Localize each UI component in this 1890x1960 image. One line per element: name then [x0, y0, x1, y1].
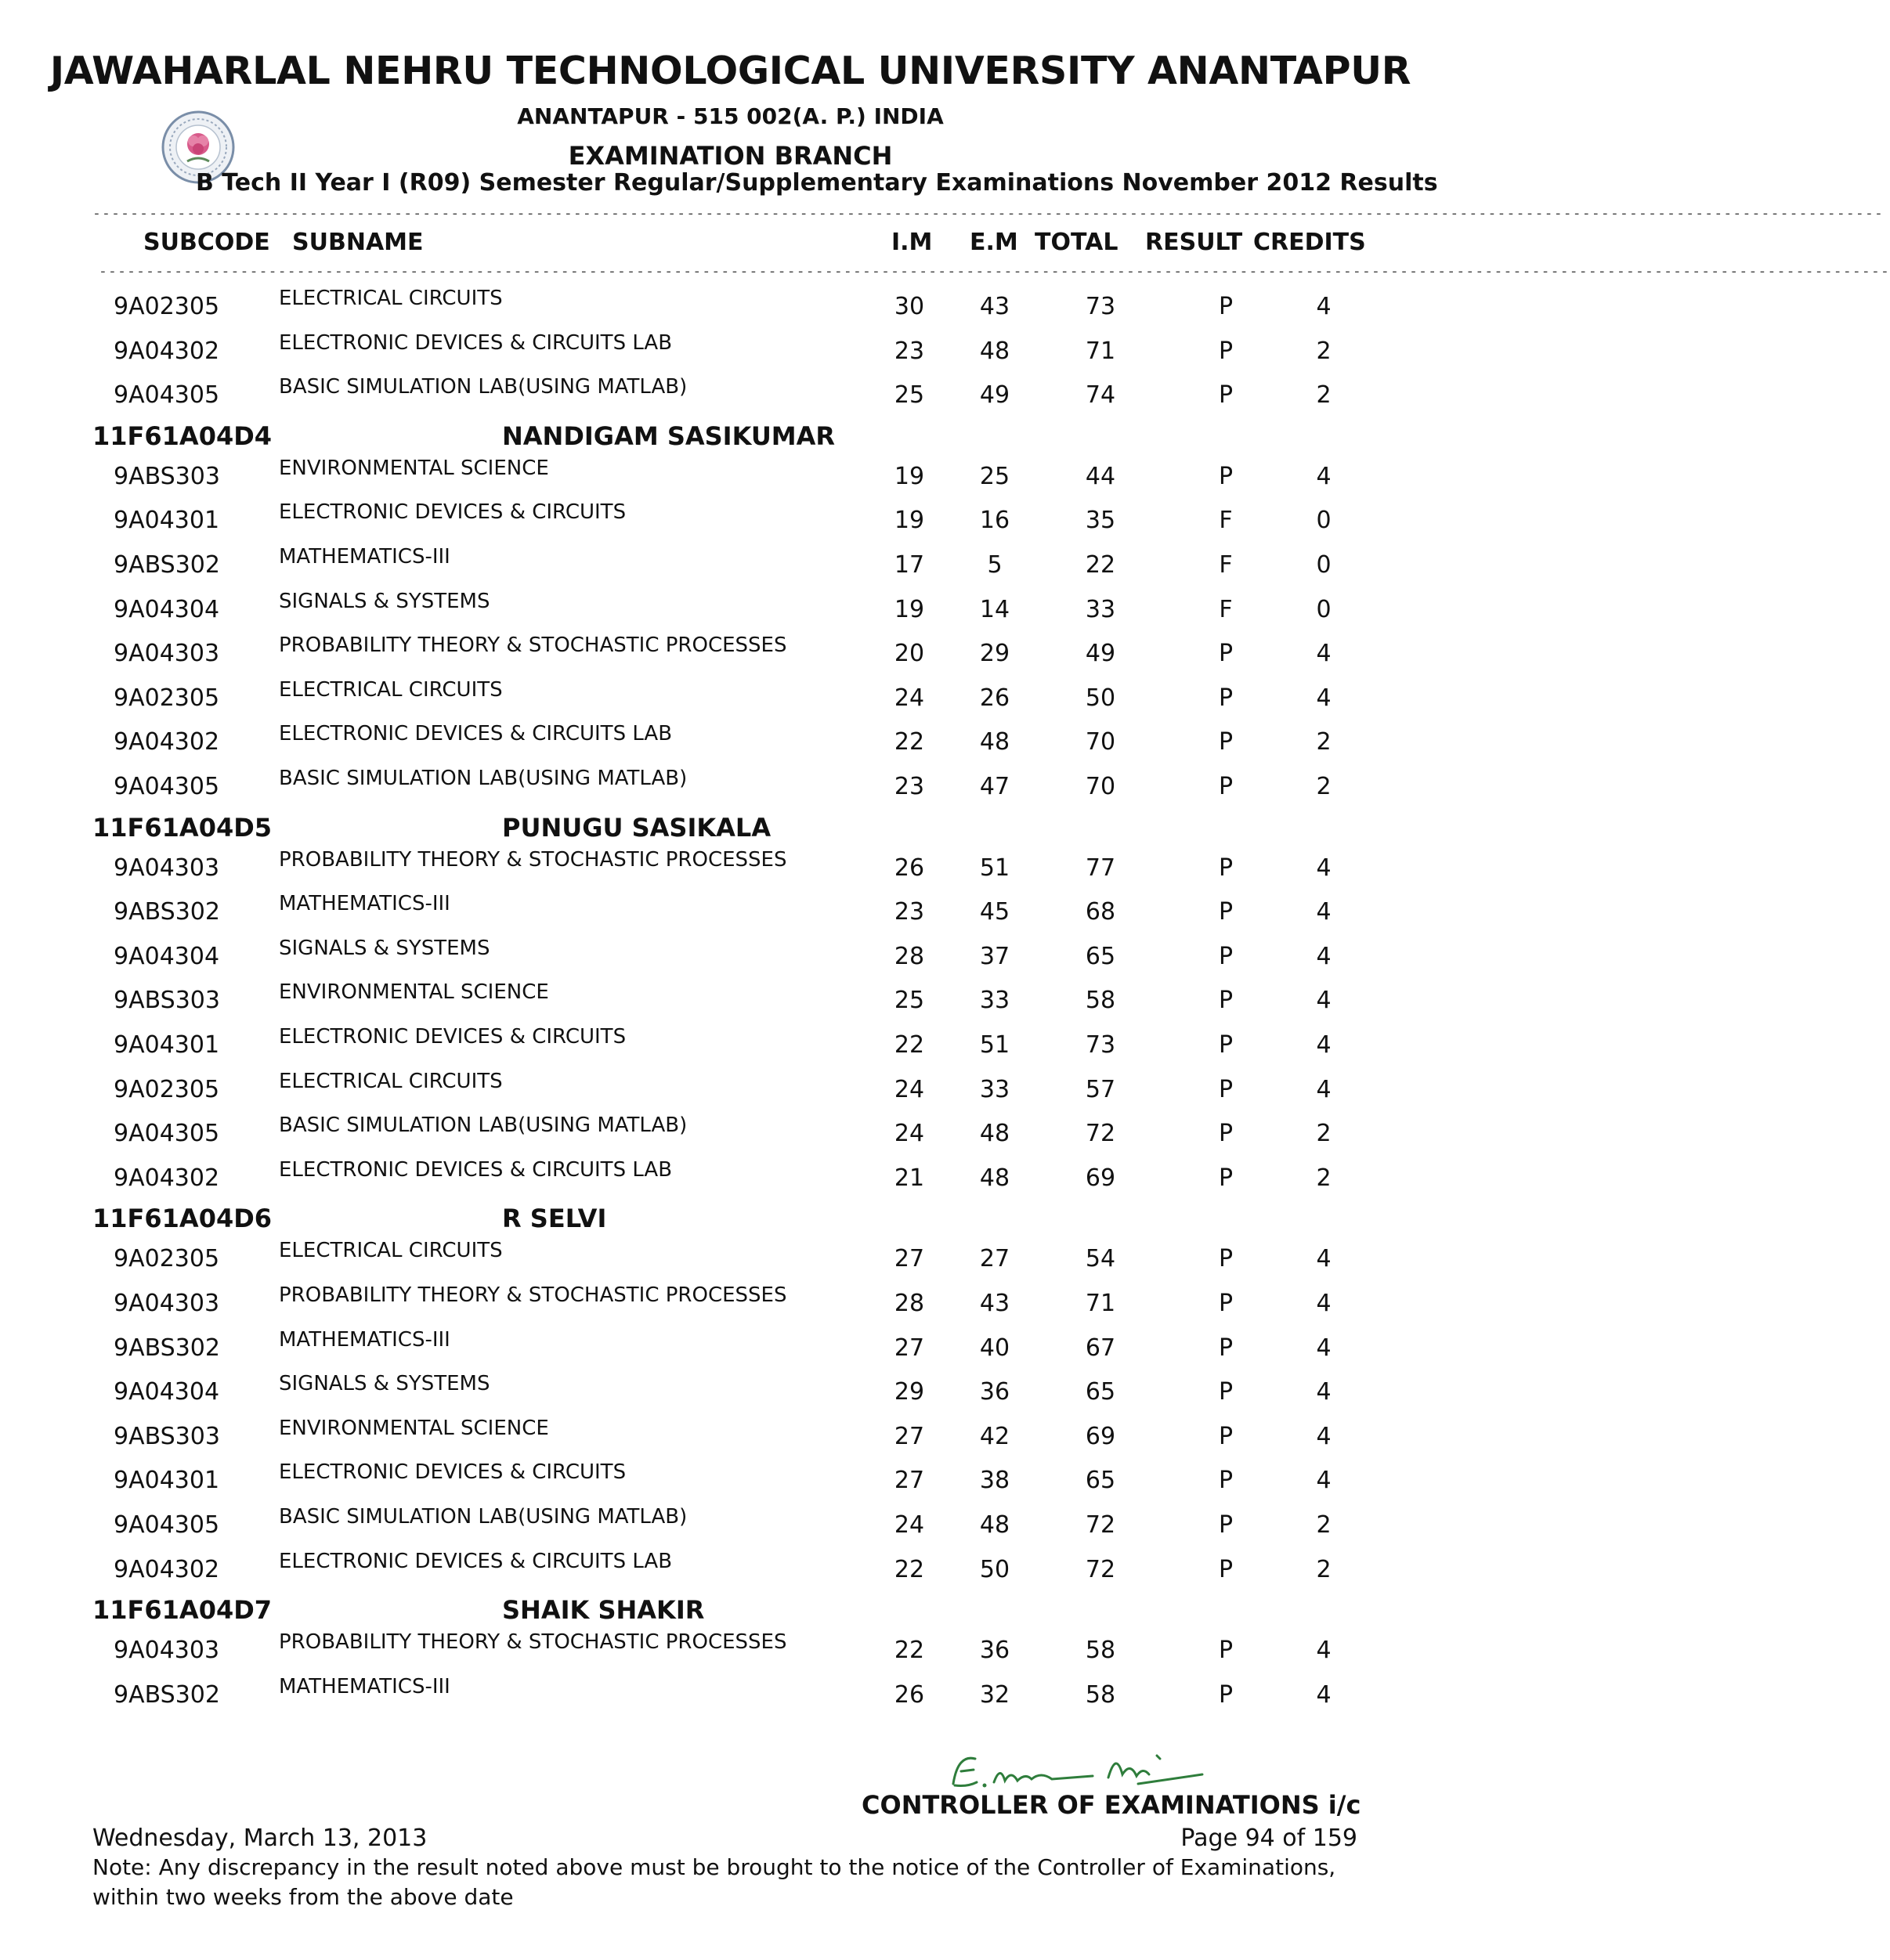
subject-code: 9A04302 [114, 1164, 220, 1192]
internal-marks: 22 [894, 1555, 925, 1583]
result: P [1218, 1290, 1234, 1317]
internal-marks: 28 [894, 942, 925, 970]
table-row [0, 1364, 1604, 1408]
student-name: PUNUGU SASIKALA [502, 812, 772, 843]
subject-name: ELECTRONIC DEVICES & CIRCUITS [279, 1460, 627, 1485]
col-header-im: I.M [891, 229, 933, 256]
total-marks: 72 [1085, 1511, 1116, 1539]
subject-name: ELECTRONIC DEVICES & CIRCUITS [279, 500, 627, 525]
credits: 2 [1316, 1120, 1332, 1148]
col-header-subcode: SUBCODE [143, 229, 270, 256]
credits: 2 [1316, 728, 1332, 756]
internal-marks: 27 [894, 1334, 925, 1362]
subject-name: ENVIRONMENTAL SCIENCE [279, 1416, 549, 1440]
subject-name: SIGNALS & SYSTEMS [279, 936, 490, 960]
table-row [0, 1453, 1604, 1496]
table-row [0, 1409, 1604, 1453]
subject-name: ENVIRONMENTAL SCIENCE [279, 980, 549, 1005]
total-marks: 35 [1085, 507, 1116, 535]
total-marks: 73 [1085, 293, 1116, 320]
result: F [1219, 551, 1233, 579]
student-id: 11F61A04D4 [92, 421, 273, 451]
credits: 4 [1316, 1334, 1332, 1362]
external-marks: 51 [979, 1031, 1010, 1059]
result: P [1218, 1334, 1234, 1362]
total-marks: 33 [1085, 595, 1116, 623]
table-row [0, 1106, 1604, 1150]
subject-code: 9ABS302 [114, 898, 220, 926]
credits: 0 [1316, 551, 1332, 579]
result: P [1218, 640, 1234, 668]
total-marks: 69 [1085, 1422, 1116, 1450]
external-marks: 5 [987, 551, 1003, 579]
subject-code: 9A04304 [114, 595, 220, 623]
subject-code: 9A04305 [114, 773, 220, 800]
internal-marks: 29 [894, 1378, 925, 1406]
external-marks: 43 [979, 293, 1010, 320]
result: P [1218, 1555, 1234, 1583]
credits: 2 [1316, 773, 1332, 800]
internal-marks: 23 [894, 773, 925, 800]
result: P [1218, 1245, 1234, 1273]
internal-marks: 26 [894, 1680, 925, 1709]
subject-code: 9A04305 [114, 1120, 220, 1148]
table-row [0, 1667, 1604, 1711]
examination-branch: EXAMINATION BRANCH [568, 141, 893, 171]
subject-name: SIGNALS & SYSTEMS [279, 589, 490, 613]
external-marks: 50 [979, 1555, 1010, 1583]
total-marks: 77 [1085, 854, 1116, 882]
internal-marks: 24 [894, 1075, 925, 1103]
subject-name: ELECTRONIC DEVICES & CIRCUITS LAB [279, 722, 673, 746]
subject-name: SIGNALS & SYSTEMS [279, 1372, 490, 1396]
total-marks: 58 [1085, 1637, 1116, 1665]
internal-marks: 17 [894, 551, 925, 579]
credits: 4 [1316, 293, 1332, 320]
external-marks: 48 [979, 337, 1010, 365]
credits: 4 [1316, 1680, 1332, 1709]
credits: 2 [1316, 1164, 1332, 1192]
total-marks: 70 [1085, 773, 1116, 800]
table-row [0, 714, 1604, 758]
external-marks: 32 [979, 1680, 1010, 1709]
subject-code: 9A02305 [114, 293, 220, 320]
result: P [1218, 1422, 1234, 1450]
subject-code: 9A04305 [114, 381, 220, 410]
total-marks: 72 [1085, 1555, 1116, 1583]
external-marks: 36 [979, 1637, 1010, 1665]
credits: 4 [1316, 854, 1332, 882]
table-row [0, 537, 1604, 581]
subject-code: 9ABS302 [114, 1334, 220, 1362]
internal-marks: 24 [894, 684, 925, 712]
result: P [1218, 1031, 1234, 1059]
credits: 4 [1316, 898, 1332, 926]
table-row [0, 279, 1604, 323]
credits: 4 [1316, 1422, 1332, 1450]
internal-marks: 23 [894, 337, 925, 365]
table-row [0, 1231, 1604, 1275]
table-row [0, 493, 1604, 536]
university-address: ANANTAPUR - 515 002(A. P.) INDIA [517, 103, 944, 129]
credits: 4 [1316, 684, 1332, 712]
table-row [0, 1542, 1604, 1586]
total-marks: 58 [1085, 1680, 1116, 1709]
credits: 0 [1316, 507, 1332, 535]
subject-code: 9A02305 [114, 684, 220, 712]
student-id: 11F61A04D7 [92, 1595, 273, 1626]
external-marks: 48 [979, 1120, 1010, 1148]
subject-code: 9A04302 [114, 728, 220, 756]
external-marks: 48 [979, 1164, 1010, 1192]
external-marks: 29 [979, 640, 1010, 668]
subject-code: 9A02305 [114, 1075, 220, 1103]
result: P [1218, 1378, 1234, 1406]
result: P [1218, 462, 1234, 490]
student-id: 11F61A04D5 [92, 812, 273, 843]
internal-marks: 25 [894, 381, 925, 410]
issue-date: Wednesday, March 13, 2013 [92, 1825, 428, 1852]
external-marks: 43 [979, 1290, 1010, 1317]
total-marks: 54 [1085, 1245, 1116, 1273]
credits: 4 [1316, 1075, 1332, 1103]
result: P [1218, 381, 1234, 410]
subject-name: MATHEMATICS-III [279, 1327, 450, 1352]
internal-marks: 25 [894, 987, 925, 1015]
credits: 4 [1316, 1290, 1332, 1317]
subject-code: 9ABS303 [114, 462, 220, 490]
external-marks: 42 [979, 1422, 1010, 1450]
internal-marks: 22 [894, 1637, 925, 1665]
result: P [1218, 1120, 1234, 1148]
subject-code: 9A04303 [114, 1637, 220, 1665]
col-header-total: TOTAL [1035, 229, 1118, 256]
external-marks: 40 [979, 1334, 1010, 1362]
page-number: Page 94 of 159 [1180, 1825, 1357, 1852]
subject-name: ELECTRICAL CIRCUITS [279, 677, 503, 702]
subject-name: ELECTRICAL CIRCUITS [279, 1069, 503, 1093]
internal-marks: 27 [894, 1422, 925, 1450]
col-header-subname: SUBNAME [292, 229, 424, 256]
internal-marks: 19 [894, 595, 925, 623]
subject-code: 9A04303 [114, 1290, 220, 1317]
table-row [0, 1276, 1604, 1319]
subject-code: 9ABS303 [114, 1422, 220, 1450]
subject-code: 9A04304 [114, 942, 220, 970]
total-marks: 44 [1085, 462, 1116, 490]
internal-marks: 20 [894, 640, 925, 668]
total-marks: 65 [1085, 1467, 1116, 1495]
total-marks: 72 [1085, 1120, 1116, 1148]
result: P [1218, 898, 1234, 926]
result: F [1219, 507, 1233, 535]
credits: 4 [1316, 1245, 1332, 1273]
controller-signatory: CONTROLLER OF EXAMINATIONS i/c [862, 1790, 1361, 1820]
table-row [0, 582, 1604, 626]
external-marks: 45 [979, 898, 1010, 926]
university-title: JAWAHARLAL NEHRU TECHNOLOGICAL UNIVERSITY ANANTAPUR [49, 49, 1411, 93]
col-header-result: RESULT [1145, 229, 1243, 256]
credits: 4 [1316, 1378, 1332, 1406]
external-marks: 37 [979, 942, 1010, 970]
external-marks: 25 [979, 462, 1010, 490]
subject-name: MATHEMATICS-III [279, 892, 450, 916]
internal-marks: 28 [894, 1290, 925, 1317]
internal-marks: 23 [894, 898, 925, 926]
table-row [0, 670, 1604, 714]
credits: 4 [1316, 987, 1332, 1015]
subject-name: BASIC SIMULATION LAB(USING MATLAB) [279, 1505, 688, 1529]
subject-code: 9A04305 [114, 1511, 220, 1539]
subject-code: 9A04304 [114, 1378, 220, 1406]
table-row [0, 1623, 1604, 1666]
external-marks: 51 [979, 854, 1010, 882]
total-marks: 22 [1085, 551, 1116, 579]
external-marks: 48 [979, 1511, 1010, 1539]
table-row [0, 840, 1604, 884]
internal-marks: 30 [894, 293, 925, 320]
external-marks: 36 [979, 1378, 1010, 1406]
internal-marks: 22 [894, 1031, 925, 1059]
subject-code: 9A04303 [114, 854, 220, 882]
result: P [1218, 1511, 1234, 1539]
subject-name: ELECTRONIC DEVICES & CIRCUITS [279, 1025, 627, 1049]
credits: 4 [1316, 640, 1332, 668]
result: F [1219, 595, 1233, 623]
subject-code: 9ABS303 [114, 987, 220, 1015]
external-marks: 26 [979, 684, 1010, 712]
credits: 2 [1316, 381, 1332, 410]
table-row [0, 323, 1604, 367]
credits: 4 [1316, 462, 1332, 490]
subject-name: ELECTRONIC DEVICES & CIRCUITS LAB [279, 330, 673, 355]
subject-name: ELECTRONIC DEVICES & CIRCUITS LAB [279, 1157, 673, 1182]
credits: 4 [1316, 1031, 1332, 1059]
table-row [0, 1320, 1604, 1364]
subject-name: ELECTRONIC DEVICES & CIRCUITS LAB [279, 1549, 673, 1573]
credits: 2 [1316, 1511, 1332, 1539]
result: P [1218, 987, 1234, 1015]
subject-name: PROBABILITY THEORY & STOCHASTIC PROCESSES [279, 1630, 787, 1655]
result: P [1218, 942, 1234, 970]
total-marks: 50 [1085, 684, 1116, 712]
table-row [0, 759, 1604, 803]
result: P [1218, 728, 1234, 756]
credits: 2 [1316, 1555, 1332, 1583]
result: P [1218, 684, 1234, 712]
total-marks: 67 [1085, 1334, 1116, 1362]
total-marks: 69 [1085, 1164, 1116, 1192]
table-row [0, 884, 1604, 928]
subject-code: 9A04303 [114, 640, 220, 668]
subject-code: 9A02305 [114, 1245, 220, 1273]
table-row [0, 367, 1604, 411]
table-row [0, 1150, 1604, 1194]
table-row [0, 1062, 1604, 1106]
subject-name: ENVIRONMENTAL SCIENCE [279, 456, 549, 480]
result: P [1218, 773, 1234, 800]
table-row [0, 1497, 1604, 1541]
subject-name: MATHEMATICS-III [279, 545, 450, 569]
external-marks: 47 [979, 773, 1010, 800]
credits: 0 [1316, 595, 1332, 623]
total-marks: 70 [1085, 728, 1116, 756]
result: P [1218, 1467, 1234, 1495]
table-row [0, 1017, 1604, 1061]
subject-name: PROBABILITY THEORY & STOCHASTIC PROCESSES [279, 633, 787, 658]
subject-name: PROBABILITY THEORY & STOCHASTIC PROCESSES [279, 1283, 787, 1307]
result: P [1218, 1164, 1234, 1192]
subject-code: 9A04301 [114, 1467, 220, 1495]
subject-name: ELECTRICAL CIRCUITS [279, 1239, 503, 1263]
total-marks: 58 [1085, 987, 1116, 1015]
divider: ---------------------------------------------------------------------------------------------------------------------------------------------------------------------------------------------- [99, 263, 1890, 280]
total-marks: 49 [1085, 640, 1116, 668]
internal-marks: 26 [894, 854, 925, 882]
internal-marks: 27 [894, 1245, 925, 1273]
divider: ---------------------------------------------------------------------------------------------------------------------------------------------------------------------------------------------- [92, 205, 1885, 222]
result: P [1218, 854, 1234, 882]
result: P [1218, 337, 1234, 365]
result: P [1218, 1637, 1234, 1665]
subject-name: BASIC SIMULATION LAB(USING MATLAB) [279, 767, 688, 790]
total-marks: 71 [1085, 337, 1116, 365]
internal-marks: 27 [894, 1467, 925, 1495]
result: P [1218, 1680, 1234, 1709]
external-marks: 49 [979, 381, 1010, 410]
external-marks: 33 [979, 987, 1010, 1015]
external-marks: 33 [979, 1075, 1010, 1103]
col-header-credits: CREDITS [1253, 229, 1366, 256]
external-marks: 48 [979, 728, 1010, 756]
internal-marks: 21 [894, 1164, 925, 1192]
total-marks: 57 [1085, 1075, 1116, 1103]
student-name: R SELVI [502, 1204, 607, 1234]
external-marks: 27 [979, 1245, 1010, 1273]
student-id: 11F61A04D6 [92, 1204, 273, 1234]
total-marks: 65 [1085, 942, 1116, 970]
subject-code: 9A04301 [114, 507, 220, 535]
total-marks: 68 [1085, 898, 1116, 926]
discrepancy-note: Note: Any discrepancy in the result noted above must be brought to the notice of the Controller of Examinations, within two weeks from the above date [92, 1854, 1336, 1910]
internal-marks: 24 [894, 1120, 925, 1148]
internal-marks: 22 [894, 728, 925, 756]
internal-marks: 24 [894, 1511, 925, 1539]
result: P [1218, 1075, 1234, 1103]
subject-name: ELECTRICAL CIRCUITS [279, 287, 503, 310]
total-marks: 65 [1085, 1378, 1116, 1406]
subject-code: 9ABS302 [114, 1680, 220, 1709]
credits: 4 [1316, 1467, 1332, 1495]
credits: 2 [1316, 337, 1332, 365]
col-header-em: E.M [970, 229, 1018, 256]
table-row [0, 626, 1604, 670]
total-marks: 74 [1085, 381, 1116, 410]
external-marks: 16 [979, 507, 1010, 535]
student-name: NANDIGAM SASIKUMAR [502, 421, 836, 451]
table-row [0, 973, 1604, 1016]
external-marks: 14 [979, 595, 1010, 623]
subject-name: PROBABILITY THEORY & STOCHASTIC PROCESSES [279, 847, 787, 872]
exam-title: B Tech II Year I (R09) Semester Regular/Supplementary Examinations November 2012 Results [196, 169, 1438, 197]
credits: 4 [1316, 942, 1332, 970]
subject-name: BASIC SIMULATION LAB(USING MATLAB) [279, 375, 688, 399]
subject-name: BASIC SIMULATION LAB(USING MATLAB) [279, 1114, 688, 1138]
subject-code: 9A04302 [114, 337, 220, 365]
credits: 4 [1316, 1637, 1332, 1665]
subject-code: 9A04301 [114, 1031, 220, 1059]
subject-code: 9ABS302 [114, 551, 220, 579]
student-name: SHAIK SHAKIR [502, 1595, 705, 1626]
total-marks: 73 [1085, 1031, 1116, 1059]
result: P [1218, 293, 1234, 320]
subject-name: MATHEMATICS-III [279, 1674, 450, 1698]
external-marks: 38 [979, 1467, 1010, 1495]
total-marks: 71 [1085, 1290, 1116, 1317]
subject-code: 9A04302 [114, 1555, 220, 1583]
table-row [0, 449, 1604, 493]
internal-marks: 19 [894, 462, 925, 490]
table-row [0, 929, 1604, 973]
internal-marks: 19 [894, 507, 925, 535]
